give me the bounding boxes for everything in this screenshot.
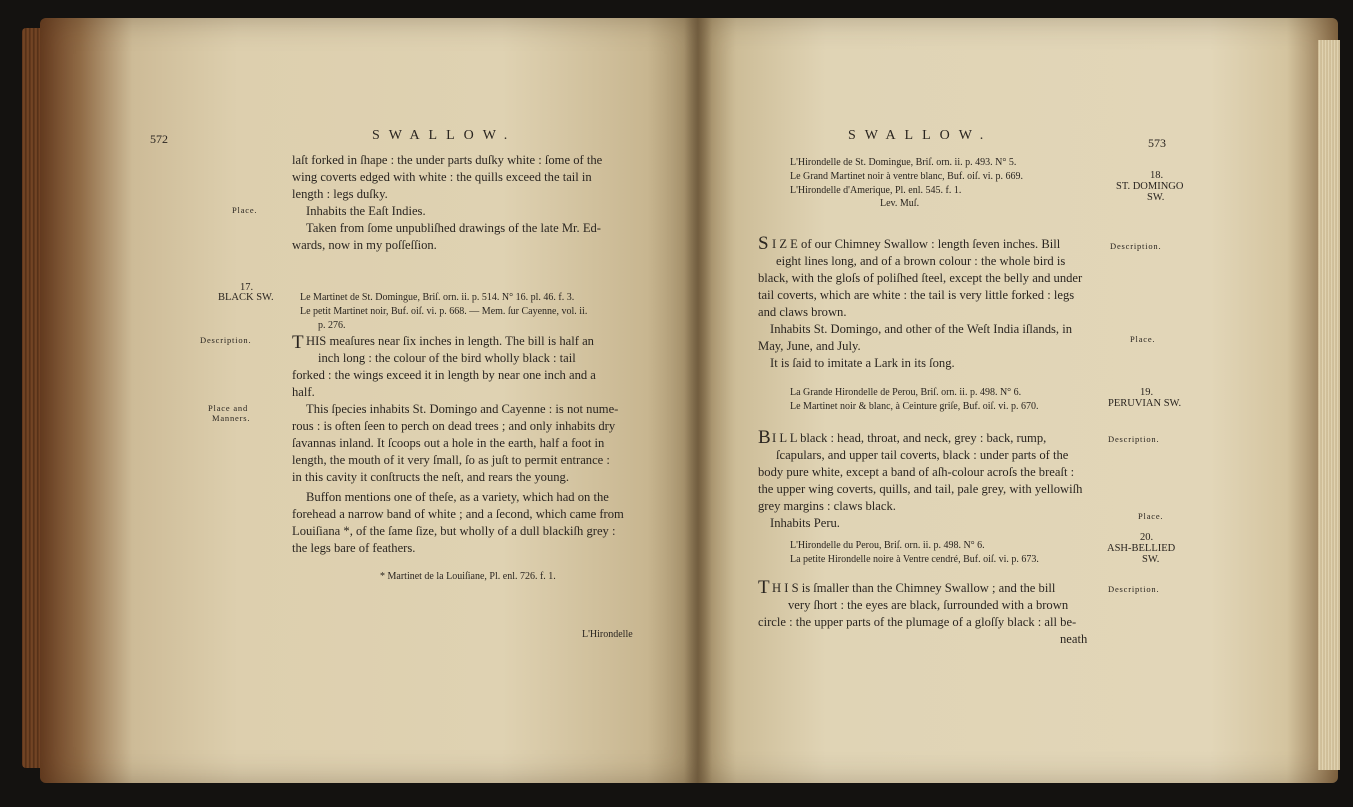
text-line: H I S is ſmaller than the Chimney Swallow ; and the bill <box>772 581 1056 595</box>
text-line: HIS meaſures near ſix inches in length. The bill is half an <box>306 334 594 348</box>
text-line: rous : is often ſeen to perch on dead trees ; and only inhabits dry <box>292 419 616 433</box>
text-line: neath <box>1060 632 1088 646</box>
synonym-line: Le petit Martinet noir, Buf. oiſ. vi. p. 668. — Mem. ſur Cayenne, vol. ii. <box>300 306 588 317</box>
text-line: ſcapulars, and upper tail coverts, black : under parts of the <box>776 448 1069 462</box>
species-number: 19. <box>1140 387 1154 398</box>
text-line: tail coverts, which are white : the tail is very little forked : legs <box>758 288 1075 302</box>
drop-cap: T <box>758 577 770 598</box>
text-line: Taken from ſome unpubliſhed drawings of the late Mr. Ed- <box>306 221 601 235</box>
margin-note-place: Place. <box>232 205 258 215</box>
drop-cap: S <box>758 233 769 254</box>
text-line: I Z E of our Chimney Swallow : length ſeven inches. Bill <box>772 237 1061 251</box>
text-line: May, June, and July. <box>758 339 861 353</box>
species-name: BLACK SW. <box>218 292 274 303</box>
text-line: the upper wing coverts, quills, and tail, pale grey, with yellowiſh <box>758 482 1083 496</box>
text-line: grey margins : claws black. <box>758 499 896 513</box>
text-line: Inhabits the Eaſt Indies. <box>306 204 426 218</box>
text-line: wing coverts edged with white : the quills exceed the tail in <box>292 170 592 184</box>
drop-cap: B <box>758 427 771 448</box>
page-number-left: 572 <box>150 132 168 146</box>
synonym-line: La petite Hirondelle noire à Ventre cendré, Buf. oiſ. vi. p. 673. <box>790 554 1039 565</box>
margin-note-description: Description. <box>1110 241 1162 251</box>
text-line: ſavannas inland. It ſcoops out a hole in the earth, half a foot in <box>292 436 605 450</box>
synonym-line: L'Hirondelle du Perou, Briſ. orn. ii. p. 498. N° 6. <box>790 540 985 551</box>
text-line: and claws brown. <box>758 305 847 319</box>
synonym-line: La Grande Hirondelle de Perou, Briſ. orn. ii. p. 498. N° 6. <box>790 387 1022 398</box>
text-line: I L L black : head, throat, and neck, grey : back, rump, <box>772 431 1047 445</box>
species-name: SW. <box>1142 554 1160 565</box>
synonym-line: Le Martinet noir & blanc, à Ceinture griſe, Buf. oiſ. vi. p. 670. <box>790 401 1039 412</box>
text-line: half. <box>292 385 315 399</box>
text-line: length, the mouth of it very ſmall, ſo as juſt to permit entrance : <box>292 453 610 467</box>
synonym-line: Le Grand Martinet noir à ventre blanc, Buf. oiſ. vi. p. 669. <box>790 171 1023 182</box>
text-line: eight lines long, and of a brown colour : the whole bird is <box>776 254 1066 268</box>
text-line: the legs bare of feathers. <box>292 541 416 555</box>
margin-note-description: Description. <box>1108 584 1160 594</box>
page-number-right: 573 <box>1148 136 1166 150</box>
text-line: It is ſaid to imitate a Lark in its ſong. <box>770 356 955 370</box>
margin-note-description: Description. <box>200 335 252 345</box>
text-line: Inhabits St. Domingo, and other of the Weſt India iſlands, in <box>770 322 1073 336</box>
species-name: ASH-BELLIED <box>1107 543 1176 554</box>
book-edge-right <box>1318 40 1340 770</box>
text-line: very ſhort : the eyes are black, ſurrounded with a brown <box>788 598 1069 612</box>
species-name: ST. DOMINGO <box>1116 181 1184 192</box>
text-line: Buffon mentions one of theſe, as a variety, which had on the <box>306 490 609 504</box>
book-gutter <box>684 18 712 783</box>
running-head-left: SWALLOW. <box>372 128 517 143</box>
synonym-line: p. 276. <box>318 320 346 331</box>
text-line: forked : the wings exceed it in length by near one inch and a <box>292 368 596 382</box>
species-number: 18. <box>1150 170 1164 181</box>
species-name: SW. <box>1147 192 1165 203</box>
text-line: body pure white, except a band of aſh-colour acroſs the breaſt : <box>758 465 1075 479</box>
text-line: length : legs duſky. <box>292 187 388 201</box>
text-line: laſt forked in ſhape : the under parts duſky white : ſome of the <box>292 153 603 167</box>
text-line: forehead a narrow band of white ; and a ſecond, which came from <box>292 507 624 521</box>
margin-note-place-manners: Place and <box>208 403 249 413</box>
species-number: 20. <box>1140 532 1154 543</box>
margin-note-place: Place. <box>1130 334 1156 344</box>
species-name: PERUVIAN SW. <box>1108 398 1182 409</box>
text-line: This ſpecies inhabits St. Domingo and Cayenne : is not nume- <box>306 402 619 416</box>
drop-cap: T <box>292 332 304 353</box>
text-line: wards, now in my poſſeſſion. <box>292 238 437 252</box>
text-line: black, with the gloſs of poliſhed ſteel, except the belly and under <box>758 271 1083 285</box>
synonym-line: Lev. Muſ. <box>880 198 920 209</box>
margin-note-description: Description. <box>1108 434 1160 444</box>
text-line: circle : the upper parts of the plumage of a gloſſy black : all be- <box>758 615 1077 629</box>
running-head-right: SWALLOW. <box>848 128 993 143</box>
text-line: Inhabits Peru. <box>770 516 840 530</box>
margin-note-place-manners: Manners. <box>212 413 251 423</box>
catchword: L'Hirondelle <box>582 629 633 640</box>
margin-note-place: Place. <box>1138 511 1164 521</box>
text-line: Louiſiana *, of the ſame ſize, but wholly of a dull blackiſh grey : <box>292 524 616 538</box>
species-number: 17. <box>240 282 254 293</box>
synonym-line: L'Hirondelle de St. Domingue, Briſ. orn. ii. p. 493. N° 5. <box>790 157 1017 168</box>
synonym-line: Le Martinet de St. Domingue, Briſ. orn. ii. p. 514. N° 16. pl. 46. f. 3. <box>300 292 575 303</box>
footnote: * Martinet de la Louiſiane, Pl. enl. 726. f. 1. <box>380 571 556 582</box>
text-line: in this cavity it conſtructs the neſt, and rears the young. <box>292 470 569 484</box>
synonym-line: L'Hirondelle d'Amerique, Pl. enl. 545. f. 1. <box>790 185 962 196</box>
text-line: inch long : the colour of the bird wholly black : tail <box>318 351 576 365</box>
